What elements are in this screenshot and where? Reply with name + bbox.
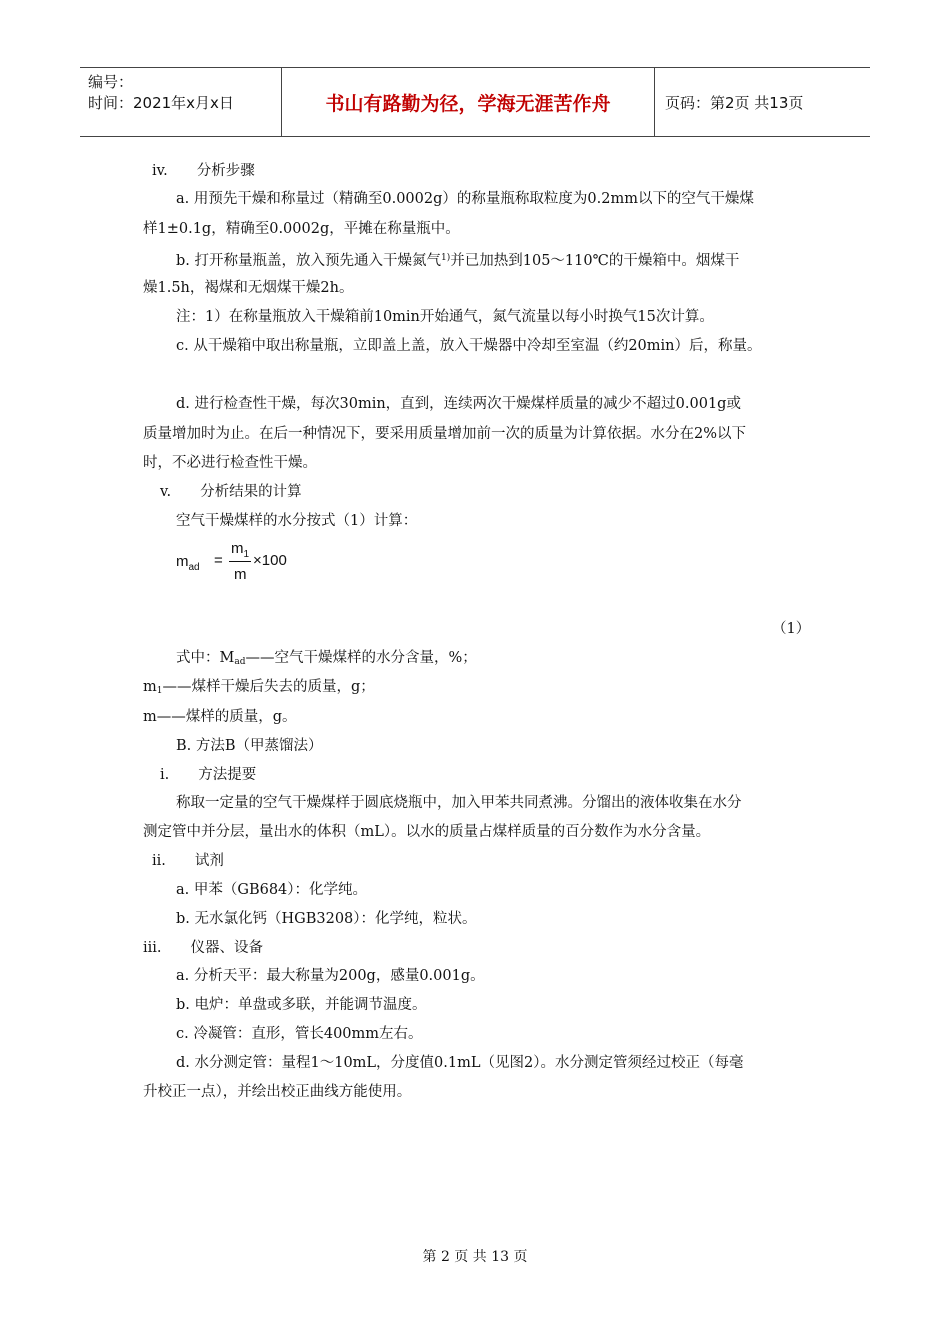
step-b-line-2: 燥1.5h，褐煤和无烟煤干燥2h。 [143,280,354,296]
fraction-bar [229,561,251,562]
formula-equals: = [214,552,223,569]
header-page-info: 页码：第2页 共13页 [665,93,804,112]
step-c-line: c. 从干燥箱中取出称量瓶，立即盖上盖，放入干燥器中冷却至室温（约20min）后，称量。 [176,338,762,354]
step-a-line-1: a. 用预先干燥和称量过（精确至0.0002g）的称量瓶称取粒度为0.2mm以下的空气干燥煤 [176,191,754,207]
formula-numerator [231,540,249,560]
where-mad-pre: 式中：M [176,650,235,666]
equation-number: （1） [772,621,811,637]
where-m1-line [143,677,375,701]
where-m1-subscript: 1 [156,686,163,696]
equipment-d-line-2: 升校正一点），并绘出校正曲线方能使用。 [143,1084,412,1100]
section-iii-heading: iii. 仪器、设备 [143,940,264,956]
where-mad-subscript: ad [234,657,246,667]
where-m-line: m——煤样的质量，g。 [143,709,297,725]
equipment-c: c. 冷凝管：直形，管长400mm左右。 [176,1026,423,1042]
moisture-formula [176,540,316,588]
equipment-d-line-1: d. 水分测定管：量程1～10mL，分度值0.1mL（见图2）。水分测定管须经过校正（每毫 [176,1055,744,1071]
step-d-line-2: 质量增加时为止。在后一种情况下，要采用质量增加前一次的质量为计算依据。水分在2%以下 [143,426,746,442]
step-d-line-3: 时，不必进行检查性干燥。 [143,455,317,471]
step-b-line-1 [176,248,739,271]
reagent-b: b. 无水氯化钙（HGB3208）：化学纯，粒状。 [176,911,477,927]
method-b-heading: B. 方法B（甲蒸馏法） [176,738,323,754]
section-i-heading: i. 方法提要 [160,767,257,783]
equipment-b: b. 电炉：单盘或多联，并能调节温度。 [176,997,427,1013]
formula-denominator: m [234,566,247,583]
formula-lhs [176,553,200,573]
step-d-line-1: d. 进行检查性干燥，每次30min，直到，连续两次干燥煤样质量的减少不超过0.001g或 [176,396,741,412]
page-header [80,67,870,137]
header-meta [80,68,282,136]
footnote-marker: 1) [441,253,451,263]
document-date: 时间：2021年x月x日 [88,94,234,112]
page-footer: 第 2 页 共 13 页 [422,1249,528,1265]
formula-lhs-subscript: ad [188,562,200,573]
formula-multiplier: ×100 [253,552,287,569]
section-iv-heading: iv. 分析步骤 [152,163,255,179]
step-a-line-2: 样1±0.1g，精确至0.0002g，平摊在称量瓶中。 [143,221,460,237]
section-ii-heading: ii. 试剂 [152,853,224,869]
summary-line-2: 测定管中并分层，量出水的体积（mL）。以水的质量占煤样质量的百分数作为水分含量。 [143,824,711,840]
step-b-text-post: 并已加热到105～110℃的干燥箱中。烟煤干 [450,253,740,269]
header-motto: 书山有路勤为径，学海无涯苦作舟 [282,68,655,136]
document-number-label: 编号： [88,73,134,91]
equipment-a: a. 分析天平：最大称量为200g，感量0.001g。 [176,968,485,984]
where-mad-line [176,648,477,672]
where-m1-post: ——煤样干燥后失去的质量，g； [162,679,375,695]
formula-numerator-subscript: 1 [243,549,250,560]
reagent-a: a. 甲苯（GB684）：化学纯。 [176,882,368,898]
where-m1-pre: m [143,679,157,695]
formula-intro: 空气干燥煤样的水分按式（1）计算： [176,513,418,529]
summary-line-1: 称取一定量的空气干燥煤样于圆底烧瓶中，加入甲苯共同煮沸。分馏出的液体收集在水分 [176,795,742,811]
note-line: 注：1）在称量瓶放入干燥箱前10min开始通气，氮气流量以每小时换气15次计算。 [176,309,714,325]
section-v-heading: v. 分析结果的计算 [160,484,302,500]
formula-lhs-symbol: m [176,553,189,570]
formula-numerator-symbol: m [231,540,244,557]
where-mad-post: ——空气干燥煤样的水分含量，%； [245,650,477,666]
step-b-text-pre: b. 打开称量瓶盖，放入预先通入干燥氮气 [176,253,441,269]
